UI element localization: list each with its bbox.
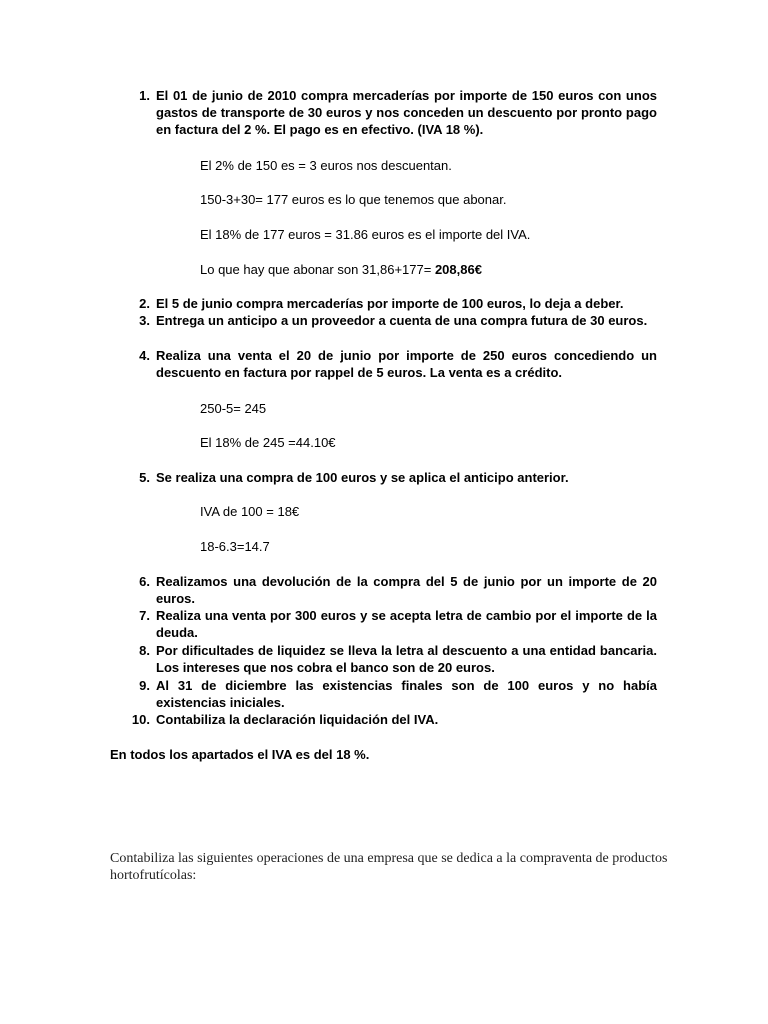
list-item-8 [139, 642, 657, 676]
list-item-text: El 01 de junio de 2010 compra mercaderías por importe de 150 euros con unos gastos de transporte de 30 euros y nos conceden un descuento por pronto pago en factura del 2 %. El pago es en efectivo. (IVA 18 %). [156, 88, 657, 137]
list-item-10 [131, 711, 657, 728]
list-item-2 [139, 295, 657, 312]
list-number: 3. [139, 313, 150, 328]
list-item-text: Al 31 de diciembre las existencias finales son de 100 euros y no había existencias iniciales. [156, 678, 657, 710]
list-item-text: Realiza una venta por 300 euros y se acepta letra de cambio por el importe de la deuda. [156, 608, 657, 640]
calc-line: IVA de 100 = 18€ [200, 504, 300, 519]
calc-total-line [200, 261, 482, 278]
list-number: 7. [139, 608, 150, 623]
list-item-4 [139, 347, 657, 381]
calc-line: 18-6.3=14.7 [200, 539, 270, 554]
list-item-5 [139, 469, 657, 486]
list-item-text: Entrega un anticipo a un proveedor a cuenta de una compra futura de 30 euros. [156, 313, 648, 328]
intro-paragraph: Contabiliza las siguientes operaciones de una empresa que se dedica a la compraventa de productos hortofrutícolas: [110, 851, 668, 883]
list-item-text: Realiza una venta el 20 de junio por importe de 250 euros concediendo un descuento en factura por rappel de 5 euros. La venta es a crédito. [156, 348, 657, 380]
list-item-3 [139, 312, 657, 329]
list-item-text: Realizamos una devolución de la compra del 5 de junio por un importe de 20 euros. [156, 574, 657, 606]
calc-line: El 2% de 150 es = 3 euros nos descuentan. [200, 158, 452, 173]
list-number: 6. [139, 574, 150, 589]
calc-total-value: 208,86€ [434, 262, 482, 277]
list-item-text: Por dificultades de liquidez se lleva la letra al descuento a una entidad bancaria. Los intereses que nos cobra el banco son de 20 euros. [156, 643, 657, 675]
list-number: 8. [139, 643, 150, 658]
list-item-text: Se realiza una compra de 100 euros y se aplica el anticipo anterior. [156, 470, 569, 485]
list-item-6 [139, 573, 657, 607]
calc-line: 150-3+30= 177 euros es lo que tenemos que abonar. [200, 192, 507, 207]
calc-line: 250-5= 245 [200, 401, 267, 416]
list-item-text: Contabiliza la declaración liquidación del IVA. [156, 712, 439, 727]
list-number: 4. [139, 348, 150, 363]
calc-line: El 18% de 177 euros = 31.86 euros es el importe del IVA. [200, 227, 531, 242]
list-number: 5. [139, 470, 150, 485]
list-item-1 [139, 87, 657, 138]
list-item-text: El 5 de junio compra mercaderías por importe de 100 euros, lo deja a deber. [156, 296, 624, 311]
list-number: 10. [131, 712, 150, 727]
list-item-9 [139, 677, 657, 711]
list-item-7 [139, 607, 657, 641]
list-number: 9. [139, 678, 150, 693]
iva-note: En todos los apartados el IVA es del 18 %. [110, 747, 370, 762]
calc-line: El 18% de 245 =44.10€ [200, 435, 336, 450]
list-number: 2. [139, 296, 150, 311]
calc-total-prefix: Lo que hay que abonar son 31,86+177= [200, 262, 435, 277]
list-number: 1. [139, 88, 150, 103]
